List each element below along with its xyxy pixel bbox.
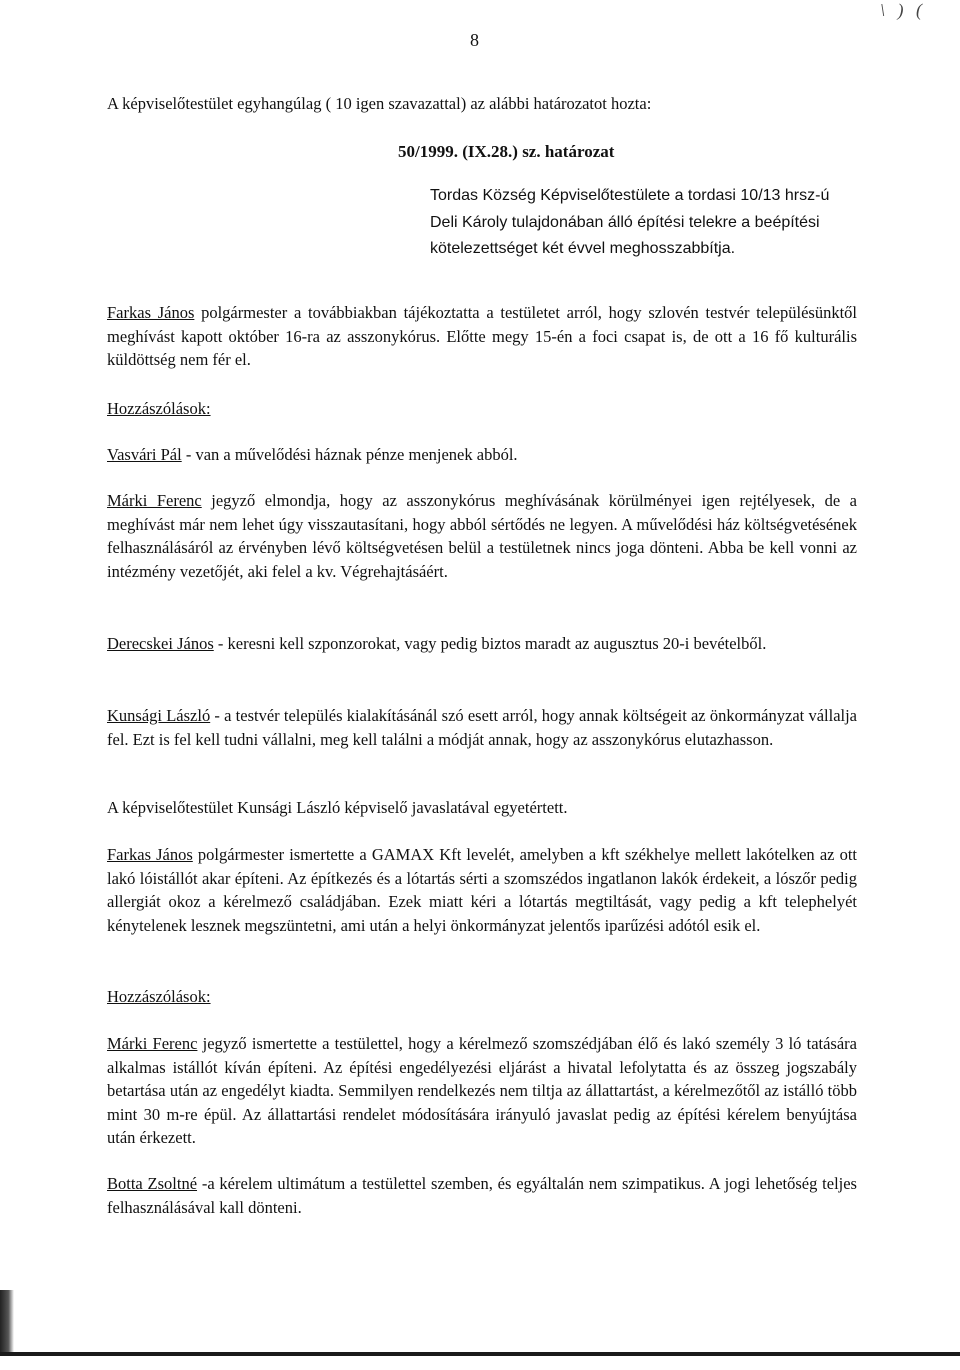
paragraph-text: - keresni kell szponzorokat, vagy pedig biztos maradt az augusztus 20-i bevételből.: [213, 634, 767, 653]
paragraph-text: polgármester ismertette a GAMAX Kft levelét, amelyben a kft székhelye mellett lakótelken az ott lakó lóistállót akar építeni. Az építkezés és a lótartás sérti a szomszédos ingatlanon lakók érdekeit, a lószőr pedig allergiát okoz a kérelmező családjában. Ezek miatt kéri a lótartás megtiltását, vagy pedig a kft telephelyét kénytelenek lesznek megszüntetni, ami után a helyi önkormányzat jelentős iparűzési adótól esik el.: [107, 845, 858, 935]
resolution-body: Tordas Község Képviselőtestülete a tordasi 10/13 hrsz-ú Deli Károly tulajdonában álló építési telekre a beépítési kötelezettséget két évvel meghosszabbítja.: [430, 187, 830, 257]
paragraph-vasvari: [107, 443, 857, 467]
paragraph-text: polgármester a továbbiakban tájékoztatta a testületet arról, hogy szlovén testvér településünktől meghívást kapott október 16-ra az asszonykórus. Előtte megy 15-én a foci csapat is, de ott a 16 fő kulturális küldöttség nem fér el.: [107, 303, 857, 369]
paragraph-marki-1: [107, 489, 857, 583]
speaker-name: Vasvári Pál: [107, 445, 182, 464]
scan-bottom-edge: [0, 1352, 960, 1356]
paragraph-agreement: A képviselőtestület Kunsági László képviselő javaslatával egyetértett.: [107, 798, 568, 817]
speaker-name: Botta Zsoltné: [107, 1174, 198, 1193]
paragraph-derecskei: [107, 632, 857, 656]
paragraph-marki-2: [107, 1032, 857, 1150]
resolution-title: 50/1999. (IX.28.) sz. határozat: [398, 142, 615, 161]
speaker-name: Márki Ferenc: [107, 491, 202, 510]
paragraph-text: - van a művelődési háznak pénze menjenek abból.: [181, 445, 518, 464]
comments-heading-2: Hozzászólások:: [107, 987, 211, 1006]
intro-paragraph: A képviselőtestület egyhangúlag ( 10 igen szavazattal) az alábbi határozatot hozta:: [107, 94, 652, 113]
comments-heading-1: Hozzászólások:: [107, 399, 211, 418]
speaker-name: Derecskei János: [107, 634, 214, 653]
paragraph-kunsagi: [107, 704, 857, 751]
speaker-name: Farkas János: [107, 845, 193, 864]
paragraph-botta: [107, 1172, 857, 1219]
handwritten-corner-mark: \ ) (: [880, 0, 926, 20]
scan-edge-artifact: [0, 1290, 14, 1356]
paragraph-farkas-2: [107, 843, 857, 937]
speaker-name: Márki Ferenc: [107, 1034, 198, 1053]
speaker-name: Farkas János: [107, 303, 195, 322]
page-number: 8: [470, 30, 479, 50]
paragraph-text: -a kérelem ultimátum a testülettel szemben, és egyáltalán nem szimpatikus. A jogi lehetőség teljes felhasználásával kall dönteni.: [107, 1174, 857, 1217]
paragraph-farkas-1: [107, 301, 857, 372]
paragraph-text: jegyző elmondja, hogy az asszonykórus meghívásának körülményei igen rejtélyesek, de a meghívást már nem lehet úgy visszautasítani, hogy abból sértődés ne legyen. A művelődési ház költségvetésének felhasználásáról az érvényben lévő költségvetésen belül a testületnek nincs joga dönteni. Abba be kell vonni az intézmény vezetőjét, aki felel a kv. Végrehajtásáért.: [107, 491, 858, 581]
paragraph-text: jegyző ismertette a testülettel, hogy a kérelmező szomszédjában élő és lakó személy 3 ló tatására alkalmas istállót kíván építeni. Az építési engedélyezési eljárást a hivatal lefolytatta és az összeg jogszabály betartása után az engedélyt kiadta. Semmilyen rendelkezés nem tiltja az állattartást, a kérelmezőtől az istálló több mint 30 m-re épül. Az állattartási rendelet módosítására irányuló javaslat pedig az építési kérelem benyújtása után érkezett.: [107, 1034, 857, 1147]
paragraph-text: - a testvér település kialakításánál szó esett arról, hogy annak költségeit az önkormányzat vállalja fel. Ezt is fel kell tudni vállalni, meg kell találni a módját annak, hogy az asszonykórus elutazhasson.: [107, 706, 858, 749]
speaker-name: Kunsági László: [107, 706, 211, 725]
